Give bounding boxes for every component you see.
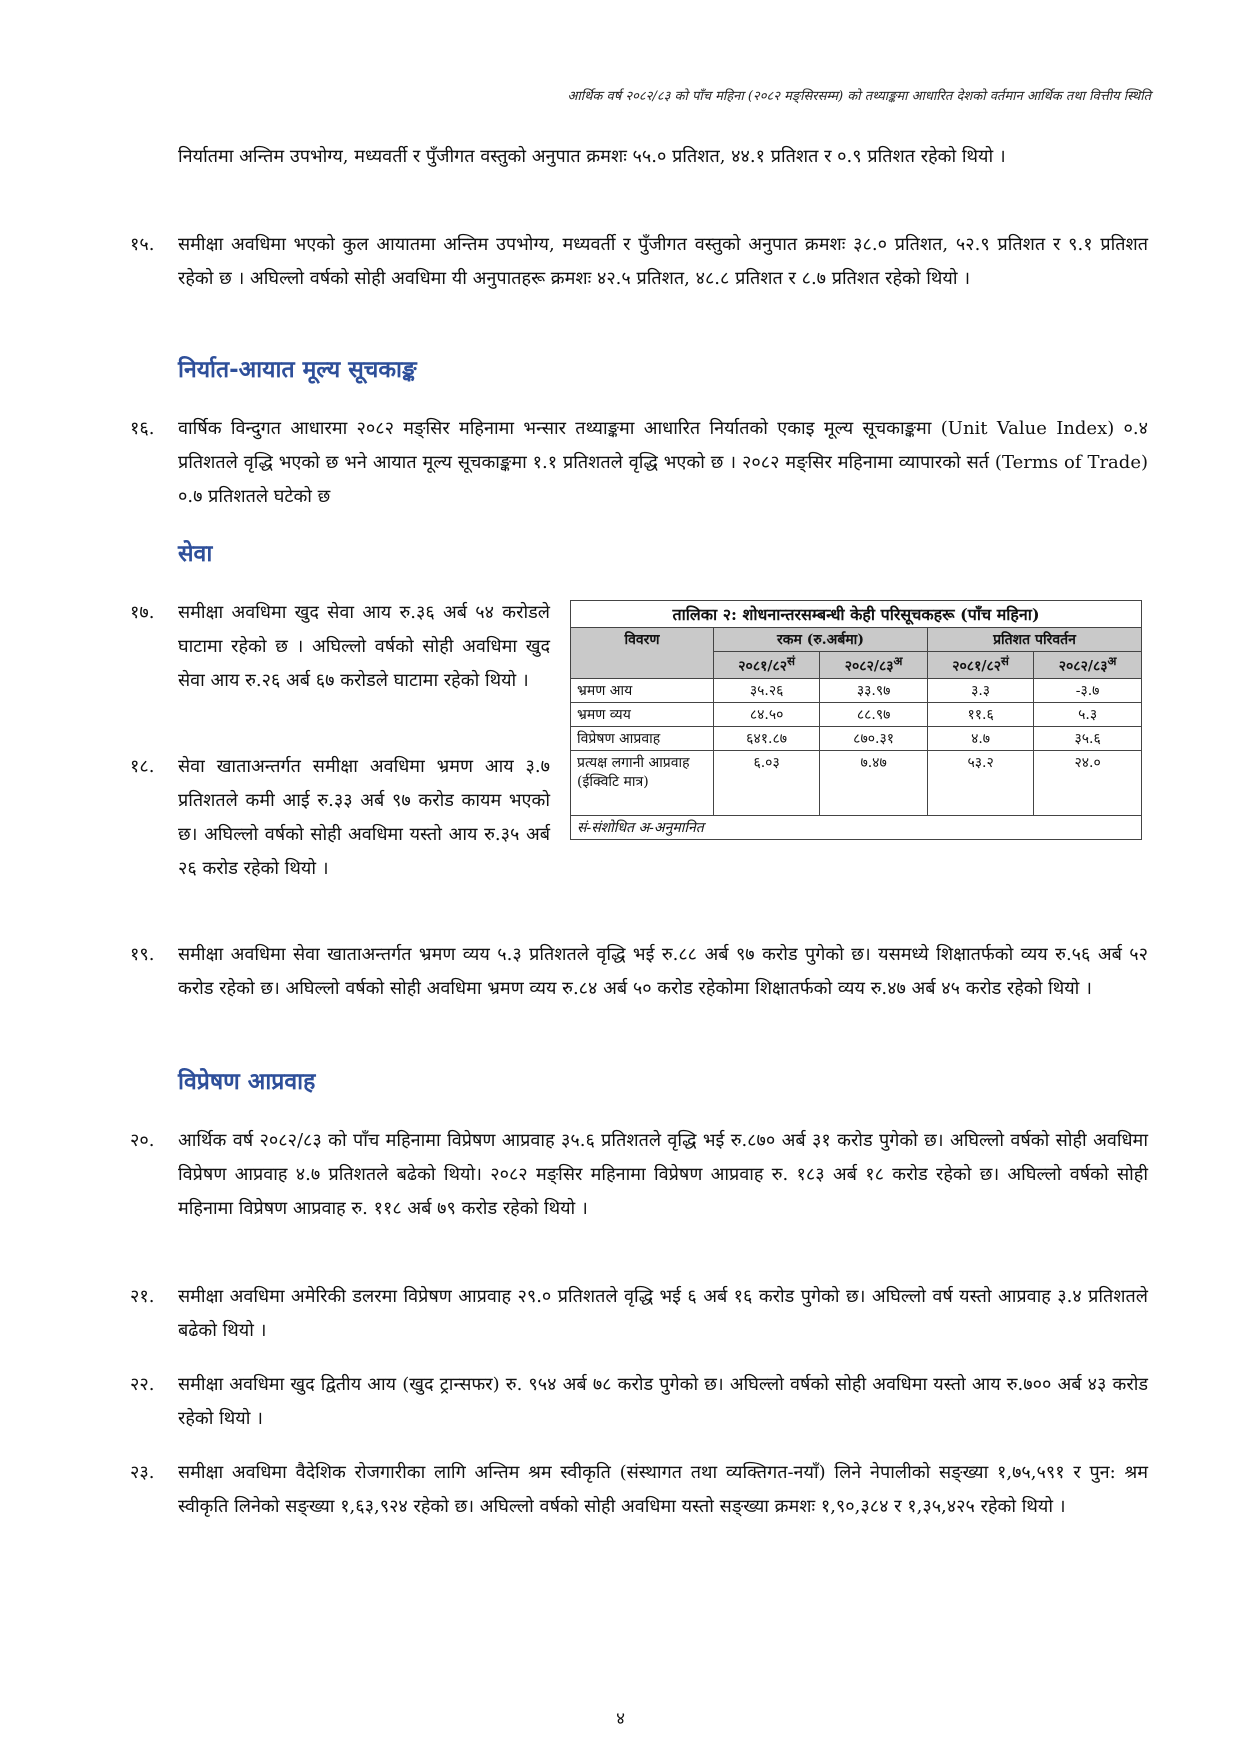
cell: ५३.२ bbox=[927, 750, 1033, 815]
subheader-year: $२०८२/८३^अ$ bbox=[1034, 652, 1142, 679]
para-number-18: १८. bbox=[130, 756, 155, 777]
cell: ३३.९७ bbox=[820, 678, 928, 702]
para-number-22: २२. bbox=[130, 1374, 155, 1395]
paragraph-16: वार्षिक विन्दुगत आधारमा २०८२ मङ्सिर महिनामा भन्सार तथ्याङ्कमा आधारित निर्यातको एकाइ मूल्य सूचकाङ्कमा (Unit Value Index) ०.४ प्रतिशतले वृद्धि भएको छ भने आयात मूल्य सूचकाङ्कमा १.१ प्रतिशतले वृद्धि भएको छ । २०८२ मङ्सिर महिनामा व्यापारको सर्त (Terms of Trade) ०.७ प्रतिशतले घटेको छ bbox=[178, 418, 1148, 507]
heading-export-import-index: निर्यात-आयात मूल्य सूचकाङ्क bbox=[178, 357, 417, 383]
paragraph-17: समीक्षा अवधिमा खुद सेवा आय रु.३६ अर्ब ५४ करोडले घाटामा रहेको छ । अघिल्लो वर्षको सोही अवधिमा खुद सेवा आय रु.२६ अर्ब ६७ करोडले घाटामा रहेको थियो । bbox=[178, 602, 550, 691]
para-number-19: १९. bbox=[130, 944, 155, 965]
paragraph-22: समीक्षा अवधिमा खुद द्वितीय आय (खुद ट्रान्सफर) रु. ९५४ अर्ब ७८ करोड पुगेको छ। अघिल्लो वर्षको सोही अवधिमा यस्तो आय रु.७०० अर्ब ४३ करोड रहेको थियो । bbox=[178, 1374, 1148, 1429]
heading-service: सेवा bbox=[178, 541, 213, 567]
subheader-year: $२०८२/८३^अ$ bbox=[820, 652, 928, 679]
table-row bbox=[571, 750, 1142, 815]
subheader-year: $२०८१/८२^{सं}$ bbox=[927, 652, 1033, 679]
para-number-21: २१. bbox=[130, 1286, 155, 1307]
cell: ११.६ bbox=[927, 702, 1033, 726]
table-note: सं-संशोधित अ-अनुमानित bbox=[571, 815, 1142, 839]
paragraph-18: सेवा खाताअन्तर्गत समीक्षा अवधिमा भ्रमण आय ३.७ प्रतिशतले कमी आई रु.३३ अर्ब ९७ करोड कायम भएको छ। अघिल्लो वर्षको सोही अवधिमा यस्तो आय रु.३५ अर्ब २६ करोड रहेको थियो । bbox=[178, 756, 550, 879]
para-number-20: २०. bbox=[130, 1130, 155, 1151]
paragraph-21: समीक्षा अवधिमा अमेरिकी डलरमा विप्रेषण आप्रवाह २९.० प्रतिशतले वृद्धि भई ६ अर्ब १६ करोड पुगेको छ। अघिल्लो वर्ष यस्तो आप्रवाह ३.४ प्रतिशतले बढेको थियो । bbox=[178, 1286, 1148, 1341]
cell: ८७०.३१ bbox=[820, 726, 928, 750]
col-header-description: विवरण bbox=[571, 628, 714, 679]
row-label: प्रत्यक्ष लगानी आप्रवाह (ईक्विटि मात्र) bbox=[571, 750, 714, 815]
cell: -३.७ bbox=[1034, 678, 1142, 702]
cell: ६४१.८७ bbox=[714, 726, 820, 750]
cell: ६.०३ bbox=[714, 750, 820, 815]
row-label: विप्रेषण आप्रवाह bbox=[571, 726, 714, 750]
cell: ८४.५० bbox=[714, 702, 820, 726]
paragraph-14-cont: निर्यातमा अन्तिम उपभोग्य, मध्यवर्ती र पुँजीगत वस्तुको अनुपात क्रमशः ५५.० प्रतिशत, ४४.१ प्रतिशत र ०.९ प्रतिशत रहेको थियो । bbox=[178, 146, 1006, 167]
paragraph-19: समीक्षा अवधिमा सेवा खाताअन्तर्गत भ्रमण व्यय ५.३ प्रतिशतले वृद्धि भई रु.८८ अर्ब ९७ करोड पुगेको छ। यसमध्ये शिक्षातर्फको व्यय रु.५६ अर्ब ५२ करोड रहेको छ। अघिल्लो वर्षको सोही अवधिमा भ्रमण व्यय रु.८४ अर्ब ५० करोड रहेकोमा शिक्षातर्फको व्यय रु.४७ अर्ब ४५ करोड रहेको थियो । bbox=[178, 944, 1148, 999]
row-label: भ्रमण व्यय bbox=[571, 702, 714, 726]
paragraph-20: आर्थिक वर्ष २०८२/८३ को पाँच महिनामा विप्रेषण आप्रवाह ३५.६ प्रतिशतले वृद्धि भई रु.८७० अर्ब ३१ करोड पुगेको छ। अघिल्लो वर्षको सोही अवधिमा विप्रेषण आप्रवाह ४.७ प्रतिशतले बढेको थियो। २०८२ मङ्सिर महिनामा विप्रेषण आप्रवाह रु. १८३ अर्ब १८ करोड रहेको छ। अघिल्लो वर्षको सोही महिनामा विप्रेषण आप्रवाह रु. ११८ अर्ब ७९ करोड रहेको थियो । bbox=[178, 1130, 1148, 1219]
cell: ७.४७ bbox=[820, 750, 928, 815]
table-bop-indicators bbox=[570, 600, 1142, 840]
cell: ५.३ bbox=[1034, 702, 1142, 726]
table-row bbox=[571, 702, 1142, 726]
paragraph-23: समीक्षा अवधिमा वैदेशिक रोजगारीका लागि अन्तिम श्रम स्वीकृति (संस्थागत तथा व्यक्तिगत-नयाँ) लिने नेपालीको सङ्ख्या १,७५,५९१ र पुन: श्रम स्वीकृति लिनेको सङ्ख्या १,६३,९२४ रहेको छ। अघिल्लो वर्षको सोही अवधिमा यस्तो सङ्ख्या क्रमशः १,९०,३८४ र १,३५,४२५ रहेको थियो । bbox=[178, 1462, 1148, 1517]
page-number: ४ bbox=[616, 1709, 625, 1729]
heading-remittance: विप्रेषण आप्रवाह bbox=[178, 1069, 316, 1095]
row-label: भ्रमण आय bbox=[571, 678, 714, 702]
para-number-16: १६. bbox=[130, 418, 155, 439]
table-caption: तालिका २: शोधनान्तरसम्बन्धी केही परिसूचकहरू (पाँच महिना) bbox=[571, 601, 1142, 628]
table-row bbox=[571, 726, 1142, 750]
subheader-year: $२०८१/८२^{सं}$ bbox=[714, 652, 820, 679]
table-row bbox=[571, 678, 1142, 702]
col-header-amount: रकम (रु.अर्बमा) bbox=[714, 628, 928, 652]
paragraph-15: समीक्षा अवधिमा भएको कुल आयातमा अन्तिम उपभोग्य, मध्यवर्ती र पुँजीगत वस्तुको अनुपात क्रमशः ३८.० प्रतिशत, ५२.९ प्रतिशत र ९.१ प्रतिशत रहेको छ । अघिल्लो वर्षको सोही अवधिमा यी अनुपातहरू क्रमशः ४२.५ प्रतिशत, ४८.८ प्रतिशत र ८.७ प्रतिशत रहेको थियो । bbox=[178, 234, 1148, 289]
cell: ३५.६ bbox=[1034, 726, 1142, 750]
col-header-percent-change: प्रतिशत परिवर्तन bbox=[927, 628, 1141, 652]
cell: ३.३ bbox=[927, 678, 1033, 702]
cell: २४.० bbox=[1034, 750, 1142, 815]
para-number-23: २३. bbox=[130, 1462, 155, 1483]
cell: ८८.९७ bbox=[820, 702, 928, 726]
para-number-17: १७. bbox=[130, 602, 155, 623]
para-number-15: १५. bbox=[130, 234, 155, 255]
cell: ४.७ bbox=[927, 726, 1033, 750]
running-header: आर्थिक वर्ष २०८२/८३ को पाँच महिना (२०८२ मङ्सिरसम्म) को तथ्याङ्कमा आधारित देशको वर्तमान आर्थिक तथा वित्तीय स्थिति bbox=[567, 89, 1151, 104]
cell: ३५.२६ bbox=[714, 678, 820, 702]
